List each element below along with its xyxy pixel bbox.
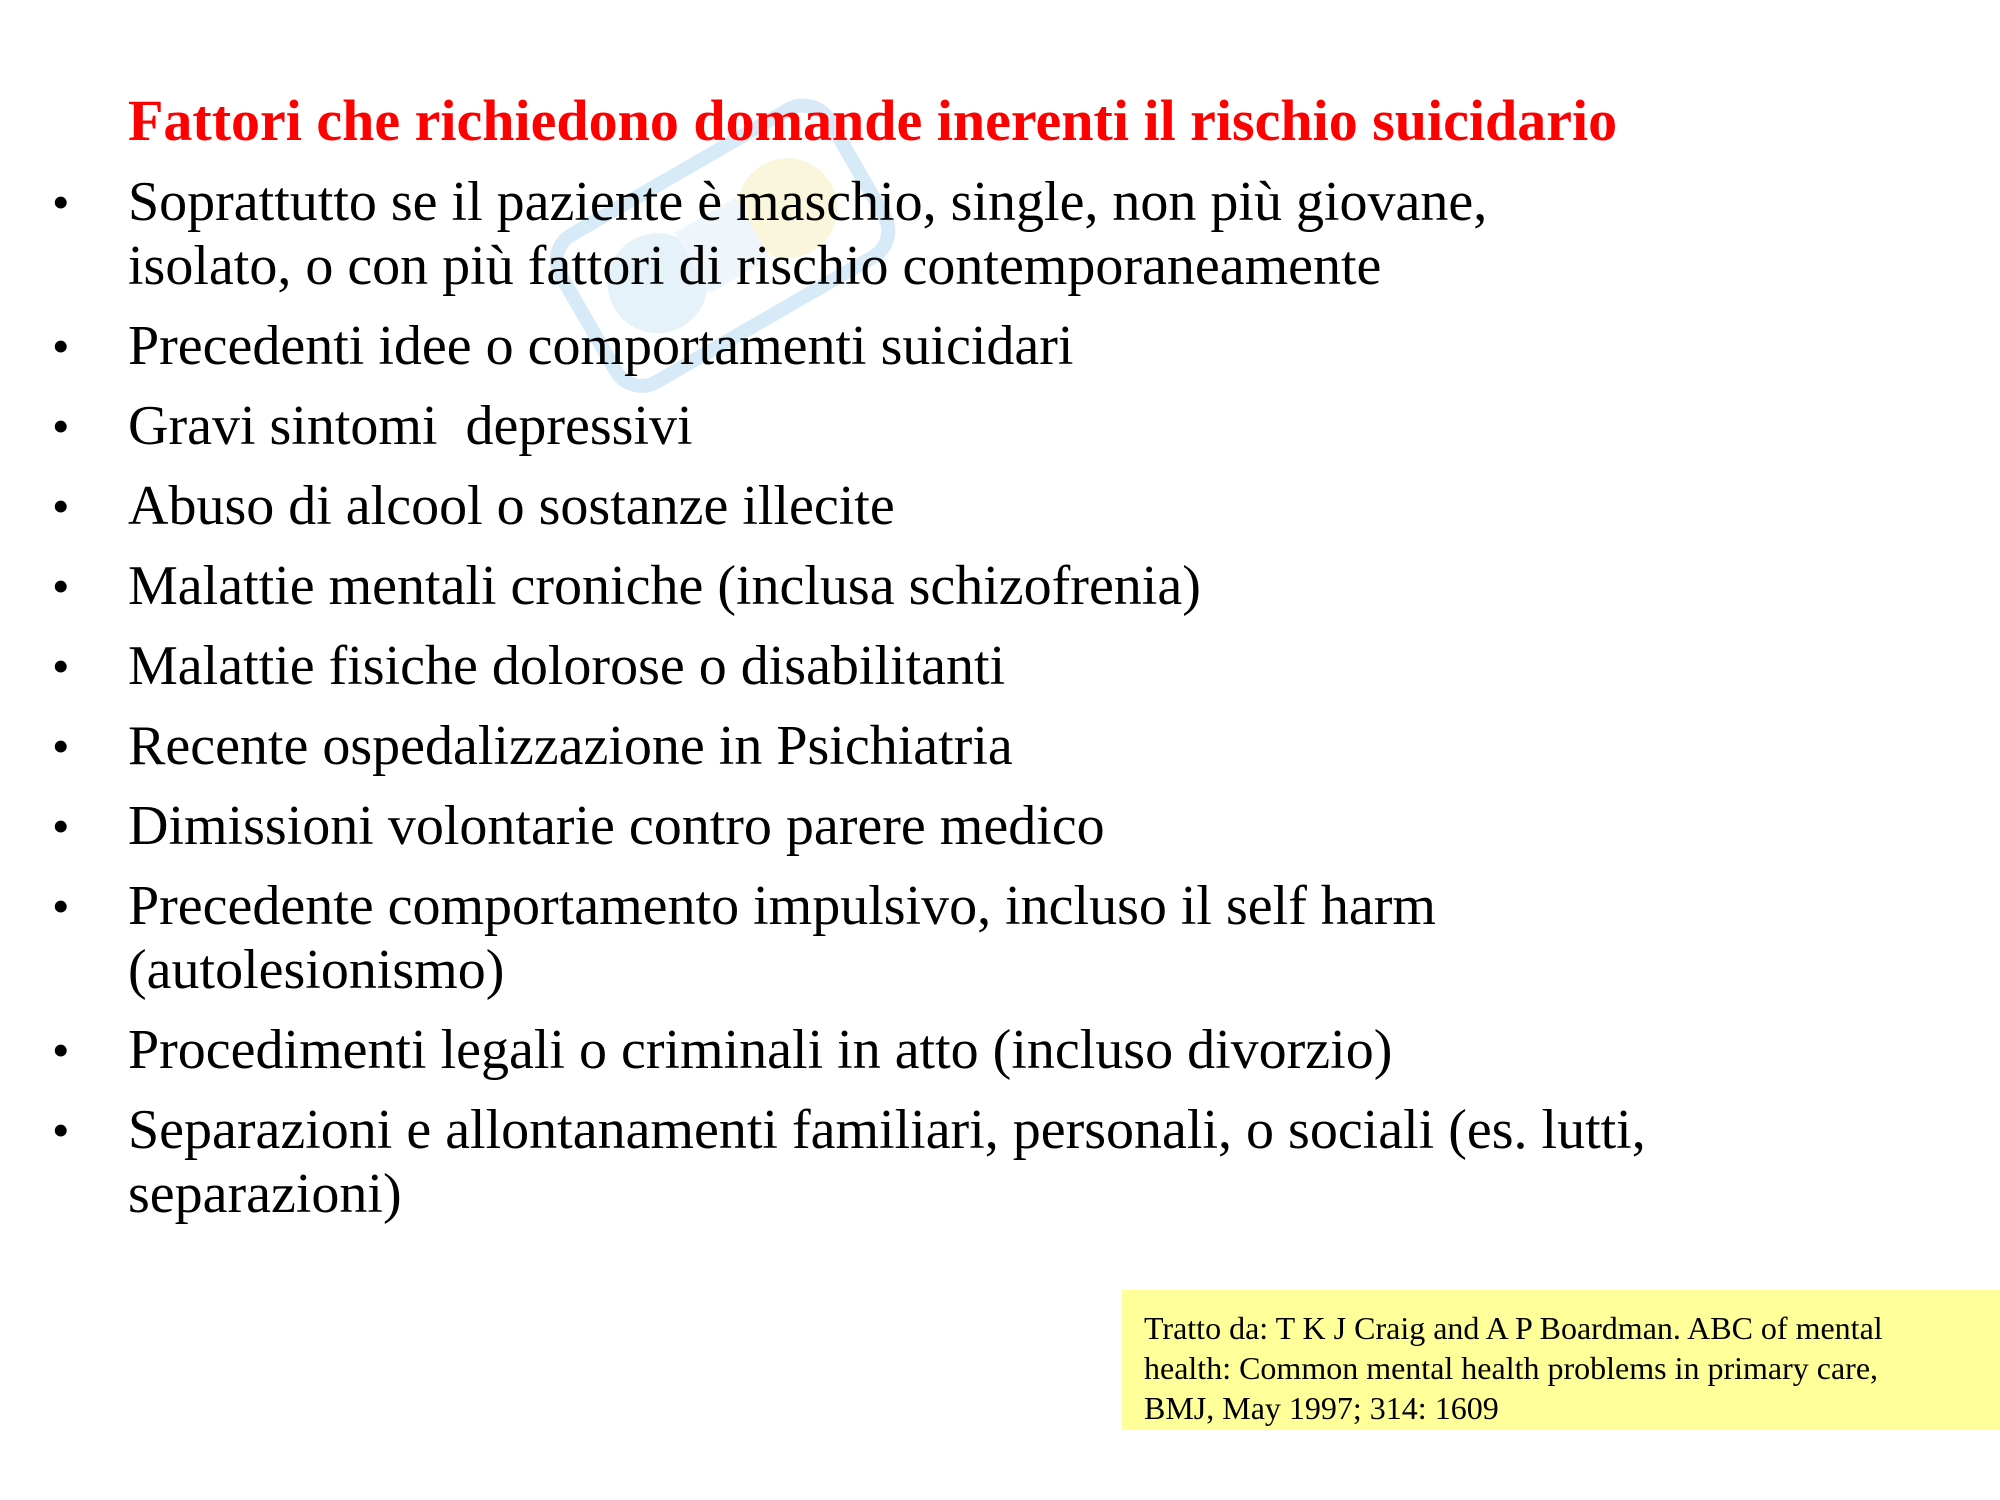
source-note-line: BMJ, May 1997; 314: 1609 (1144, 1390, 1499, 1426)
list-item (0, 314, 2000, 378)
list-item (0, 1098, 2000, 1226)
bullet-icon: • (52, 1102, 70, 1158)
item-line: separazioni) (128, 1163, 402, 1225)
item-line: Malattie mentali croniche (inclusa schizofrenia) (128, 555, 1201, 617)
bullet-icon: • (52, 718, 70, 774)
bullet-icon: • (52, 174, 70, 230)
source-note-line: Tratto da: T K J Craig and A P Boardman. ABC of mental (1144, 1310, 1883, 1346)
item-line: isolato, o con più fattori di rischio contemporaneamente (128, 235, 1382, 297)
list-item (0, 170, 2000, 298)
item-line: Precedente comportamento impulsivo, incluso il self harm (128, 875, 1436, 937)
bullet-icon: • (52, 1022, 70, 1078)
list-item (0, 714, 2000, 778)
list-item (0, 474, 2000, 538)
item-line: Abuso di alcool o sostanze illecite (128, 475, 895, 537)
bullet-icon: • (52, 638, 70, 694)
bullet-icon: • (52, 318, 70, 374)
list-item (0, 634, 2000, 698)
item-line: Dimissioni volontarie contro parere medico (128, 795, 1105, 857)
source-note-line: health: Common mental health problems in primary care, (1144, 1350, 1879, 1386)
bullet-list (0, 170, 2000, 1242)
list-item (0, 874, 2000, 1002)
bullet-icon: • (52, 478, 70, 534)
slide-title: Fattori che richiedono domande inerenti il rischio suicidario (128, 88, 1618, 153)
list-item (0, 794, 2000, 858)
item-line: Gravi sintomi depressivi (128, 395, 693, 457)
bullet-icon: • (52, 798, 70, 854)
list-item (0, 394, 2000, 458)
item-line: Precedenti idee o comportamenti suicidari (128, 315, 1074, 377)
bullet-icon: • (52, 558, 70, 614)
item-line: (autolesionismo) (128, 939, 505, 1001)
bullet-icon: • (52, 878, 70, 934)
list-item (0, 1018, 2000, 1082)
item-line: Procedimenti legali o criminali in atto (incluso divorzio) (128, 1019, 1393, 1081)
item-line: Separazioni e allontanamenti familiari, personali, o sociali (es. lutti, (128, 1099, 1646, 1161)
bullet-icon: • (52, 398, 70, 454)
item-line: Malattie fisiche dolorose o disabilitanti (128, 635, 1006, 697)
item-line: Soprattutto se il paziente è maschio, single, non più giovane, (128, 171, 1488, 233)
source-note (1122, 1290, 2000, 1430)
list-item (0, 554, 2000, 618)
item-line: Recente ospedalizzazione in Psichiatria (128, 715, 1013, 777)
